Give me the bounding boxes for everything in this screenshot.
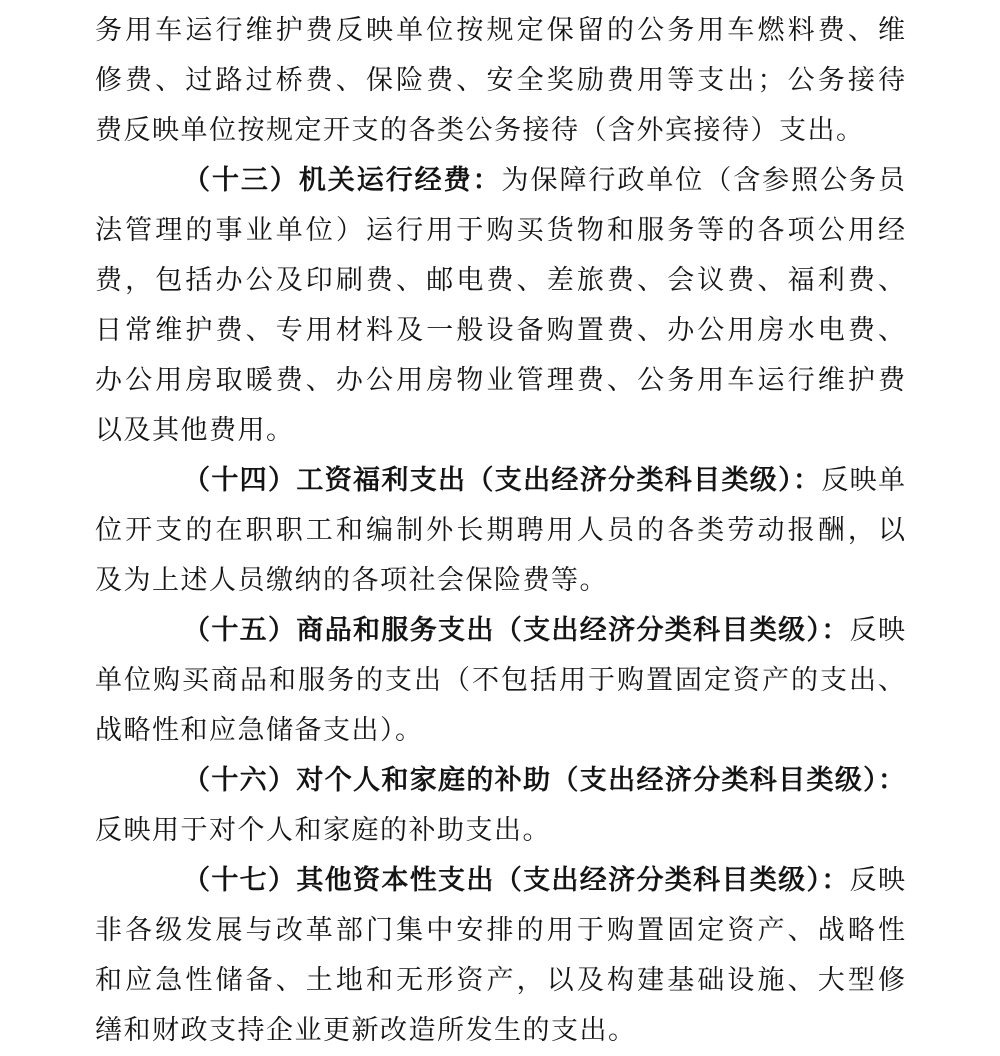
line-body: 反映用于对个人和家庭的补助支出。 bbox=[95, 815, 551, 846]
text-line bbox=[95, 406, 905, 456]
text-line bbox=[95, 206, 905, 256]
line-body: 战略性和应急储备支出）。 bbox=[95, 715, 424, 746]
text-line bbox=[95, 306, 905, 356]
text-line bbox=[95, 656, 905, 706]
text-line bbox=[95, 6, 905, 56]
line-body: 修费、过路过桥费、保险费、安全奖励费用等支出；公务接待 bbox=[95, 65, 905, 96]
text-line bbox=[95, 1006, 905, 1056]
line-body: 缮和财政支持企业更新改造所发生的支出。 bbox=[95, 1015, 637, 1046]
line-body: 费，包括办公及印刷费、邮电费、差旅费、会议费、福利费、 bbox=[95, 265, 905, 296]
line-body: 和应急性储备、土地和无形资产，以及构建基础设施、大型修 bbox=[95, 965, 905, 996]
line-head: （十三）机关运行经费： bbox=[183, 165, 502, 196]
text-line bbox=[95, 56, 905, 106]
text-line bbox=[95, 506, 905, 556]
text-line bbox=[95, 706, 905, 756]
line-body: 以及其他费用。 bbox=[95, 415, 295, 446]
text-line-heading-13 bbox=[95, 156, 905, 206]
line-body: 为保障行政单位（含参照公务员 bbox=[501, 165, 905, 196]
line-body: 日常维护费、专用材料及一般设备购置费、办公用房水电费、 bbox=[95, 315, 905, 346]
text-line-heading-16 bbox=[95, 756, 905, 806]
line-body: 务用车运行维护费反映单位按规定保留的公务用车燃料费、维 bbox=[95, 15, 905, 46]
line-body: 位开支的在职职工和编制外长期聘用人员的各类劳动报酬，以 bbox=[95, 515, 905, 546]
line-body: 反映 bbox=[849, 615, 905, 646]
text-line bbox=[95, 356, 905, 406]
line-body: 法管理的事业单位）运行用于购买货物和服务等的各项公用经 bbox=[95, 215, 905, 246]
line-head: （十四）工资福利支出（支出经济分类科目类级）： bbox=[183, 465, 822, 496]
text-line bbox=[95, 106, 905, 156]
line-body: 反映 bbox=[849, 865, 905, 896]
text-line bbox=[95, 906, 905, 956]
line-head: （十五）商品和服务支出（支出经济分类科目类级）： bbox=[183, 615, 850, 646]
text-line-heading-14 bbox=[95, 456, 905, 506]
line-body: 非各级发展与改革部门集中安排的用于购置固定资产、战略性 bbox=[95, 915, 905, 946]
text-line bbox=[95, 556, 905, 606]
line-body: 及为上述人员缴纳的各项社会保险费等。 bbox=[95, 565, 608, 596]
text-line bbox=[95, 256, 905, 306]
text-line bbox=[95, 806, 905, 856]
text-line-heading-17 bbox=[95, 856, 905, 906]
line-head: （十六）对个人和家庭的补助（支出经济分类科目类级）： bbox=[183, 765, 905, 796]
line-body: 办公用房取暖费、办公用房物业管理费、公务用车运行维护费 bbox=[95, 365, 905, 396]
text-line bbox=[95, 956, 905, 1006]
line-body: 反映单 bbox=[821, 465, 905, 496]
text-line-heading-15 bbox=[95, 606, 905, 656]
line-head: （十七）其他资本性支出（支出经济分类科目类级）： bbox=[183, 865, 850, 896]
line-body: 单位购买商品和服务的支出（不包括用于购置固定资产的支出、 bbox=[95, 665, 905, 696]
line-body: 费反映单位按规定开支的各类公务接待（含外宾接待）支出。 bbox=[95, 115, 865, 146]
